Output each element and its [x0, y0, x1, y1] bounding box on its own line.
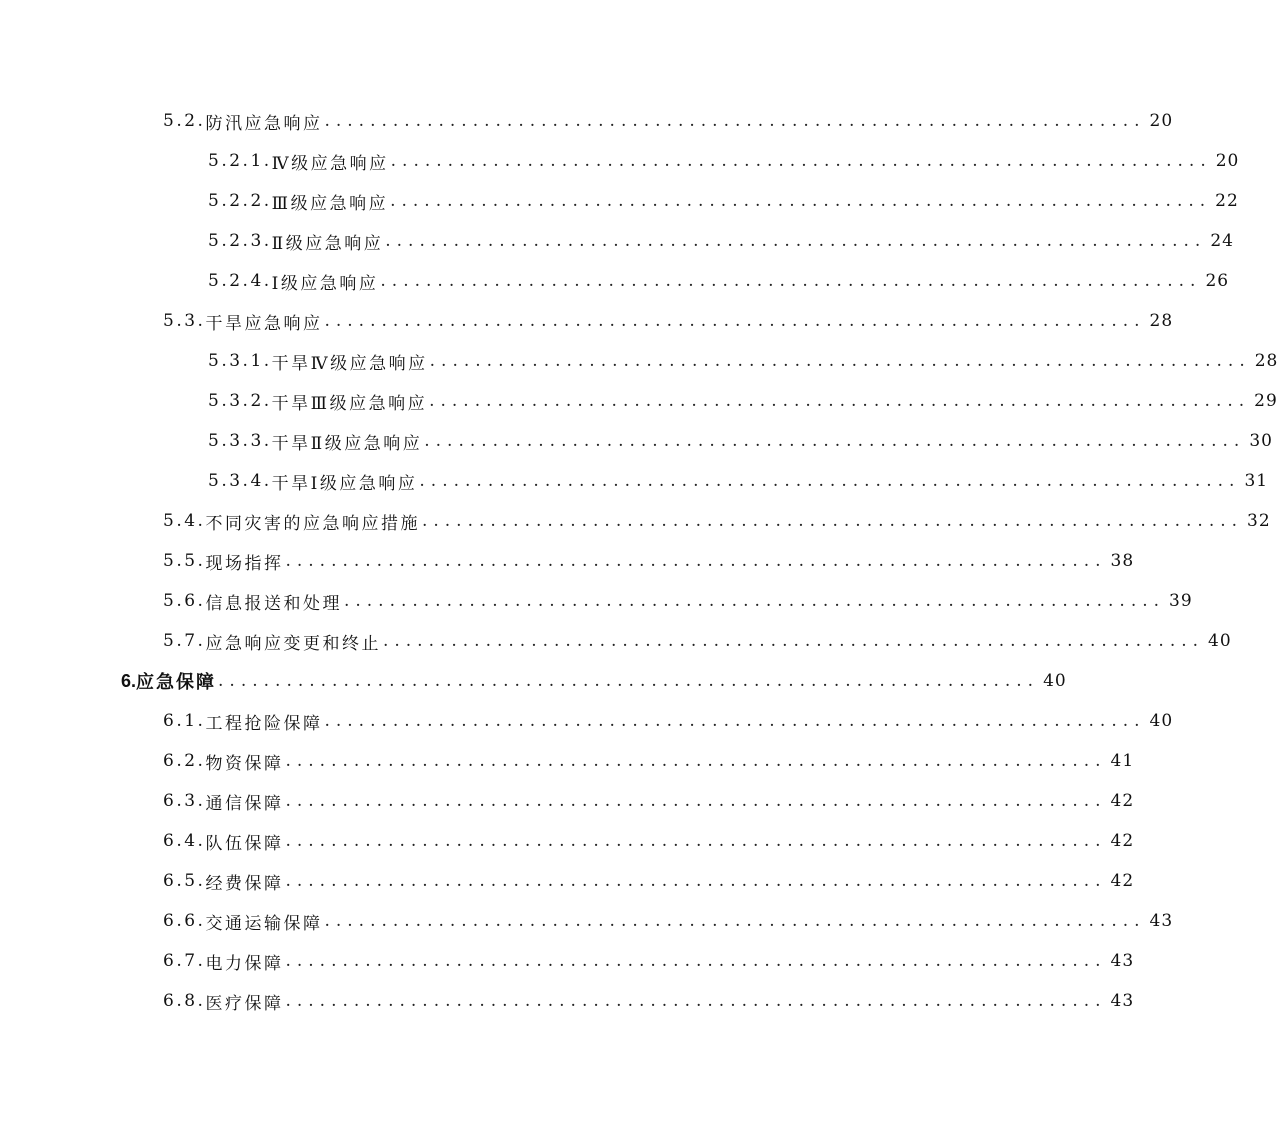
toc-entry-6-3[interactable] — [0, 787, 1135, 815]
toc-leader-dots: ........................................................................ — [324, 911, 1146, 931]
toc-page-number: 43 — [1149, 911, 1174, 931]
toc-number: 6. — [121, 670, 137, 691]
toc-number: 6.2. — [163, 751, 206, 771]
toc-leader-dots: ........................................................................ — [424, 431, 1246, 451]
toc-title: 干旱应急响应 — [205, 313, 323, 334]
toc-entry-5-2[interactable] — [0, 107, 1174, 135]
toc-number: 5.2.3. — [208, 231, 272, 251]
toc-entry-5-2-2[interactable] — [0, 187, 1239, 215]
toc-number: 6.4. — [163, 831, 206, 851]
toc-page-number: 40 — [1208, 631, 1232, 651]
toc-number: 5.2.1. — [208, 151, 272, 171]
toc-title: Ⅲ级应急响应 — [271, 193, 389, 214]
toc-title: 物资保障 — [205, 753, 284, 774]
toc-leader-dots: ........................................................................ — [218, 671, 1040, 691]
toc-leader-dots: ........................................................................ — [285, 831, 1107, 851]
toc-number: 5.3.3. — [208, 431, 272, 451]
toc-entry-5-2-1[interactable] — [0, 147, 1240, 175]
toc-page-number: 29 — [1254, 391, 1278, 411]
toc-page-number: 38 — [1110, 551, 1135, 571]
toc-entry-6-8[interactable] — [0, 987, 1135, 1015]
toc-title: 应急响应变更和终止 — [205, 633, 381, 654]
toc-leader-dots: ........................................................................ — [285, 991, 1107, 1011]
toc-entry-6-4[interactable] — [0, 827, 1135, 855]
toc-leader-dots: ........................................................................ — [390, 191, 1212, 211]
toc-entry-5-6[interactable] — [0, 587, 1193, 615]
toc-leader-dots: ........................................................................ — [285, 751, 1107, 771]
toc-leader-dots: ........................................................................ — [324, 111, 1146, 131]
toc-entry-6-2[interactable] — [0, 747, 1135, 775]
toc-leader-dots: ........................................................................ — [285, 871, 1107, 891]
toc-page-number: 28 — [1254, 351, 1278, 371]
toc-number: 6.7. — [163, 951, 206, 971]
toc-page-number: 41 — [1110, 751, 1135, 771]
toc-page-number: 30 — [1249, 431, 1273, 451]
toc-entry-5-4[interactable] — [0, 507, 1271, 535]
toc-page-number: 42 — [1110, 791, 1135, 811]
toc-page-number: 31 — [1244, 471, 1269, 491]
toc-title: 队伍保障 — [205, 833, 284, 854]
toc-number: 5.3.4. — [208, 471, 272, 491]
toc-title: 经费保障 — [205, 873, 284, 894]
toc-leader-dots: ........................................................................ — [385, 231, 1207, 251]
toc-number: 5.4. — [163, 511, 206, 531]
toc-leader-dots: ........................................................................ — [382, 631, 1205, 651]
toc-title: Ⅰ级应急响应 — [271, 273, 379, 294]
toc-page-number: 42 — [1110, 831, 1135, 851]
toc-entry-5-3-3[interactable] — [0, 427, 1273, 455]
toc-title: 交通运输保障 — [205, 913, 323, 934]
toc-number: 5.3.1. — [208, 351, 272, 371]
toc-page-number: 22 — [1215, 191, 1239, 211]
toc-number: 5.7. — [163, 631, 206, 651]
toc-number: 6.6. — [163, 911, 206, 931]
toc-leader-dots: ........................................................................ — [343, 591, 1166, 611]
toc-title: 干旱Ⅲ级应急响应 — [271, 393, 428, 414]
toc-entry-6-6[interactable] — [0, 907, 1174, 935]
toc-entry-5-7[interactable] — [0, 627, 1232, 655]
toc-number: 5.3.2. — [208, 391, 272, 411]
toc-page-number: 32 — [1247, 511, 1271, 531]
toc-leader-dots: ........................................................................ — [429, 351, 1251, 371]
toc-entry-5-2-4[interactable] — [0, 267, 1230, 295]
toc-leader-dots: ........................................................................ — [285, 791, 1107, 811]
toc-title: 医疗保障 — [205, 993, 284, 1014]
toc-entry-5-3-4[interactable] — [0, 467, 1269, 495]
toc-number: 6.5. — [163, 871, 206, 891]
toc-title: 电力保障 — [205, 953, 284, 974]
toc-title: 不同灾害的应急响应措施 — [205, 513, 420, 534]
toc-entry-5-5[interactable] — [0, 547, 1135, 575]
toc-leader-dots: ........................................................................ — [421, 511, 1244, 531]
toc-number: 5.6. — [163, 591, 206, 611]
toc-entry-5-3-2[interactable] — [0, 387, 1278, 415]
toc-entry-6-7[interactable] — [0, 947, 1135, 975]
toc-leader-dots: ........................................................................ — [380, 271, 1202, 291]
toc-title: Ⅳ级应急响应 — [271, 153, 389, 174]
toc-page-number: 24 — [1210, 231, 1234, 251]
toc-title: 干旱Ⅱ级应急响应 — [271, 433, 423, 454]
toc-title: 干旱Ⅰ级应急响应 — [271, 473, 418, 494]
toc-entry-6-1[interactable] — [0, 707, 1174, 735]
toc-entry-5-3-1[interactable] — [0, 347, 1278, 375]
toc-leader-dots: ........................................................................ — [324, 311, 1146, 331]
toc-title: 现场指挥 — [205, 553, 284, 574]
toc-leader-dots: ........................................................................ — [324, 711, 1146, 731]
toc-leader-dots: ........................................................................ — [419, 471, 1241, 491]
toc-title: 工程抢险保障 — [205, 713, 323, 734]
toc-number: 6.3. — [163, 791, 206, 811]
toc-title: 应急保障 — [136, 672, 217, 693]
toc-number: 6.1. — [163, 711, 206, 731]
toc-title: 通信保障 — [205, 793, 284, 814]
toc-page-number: 42 — [1110, 871, 1135, 891]
toc-entry-5-3[interactable] — [0, 307, 1174, 335]
toc-number: 5.2.4. — [208, 271, 272, 291]
toc-title: 防汛应急响应 — [205, 113, 323, 134]
toc-title: 信息报送和处理 — [205, 593, 342, 614]
toc-number: 5.2.2. — [208, 191, 272, 211]
toc-page-number: 39 — [1169, 591, 1193, 611]
toc-leader-dots: ........................................................................ — [429, 391, 1251, 411]
toc-title: 干旱Ⅳ级应急响应 — [271, 353, 428, 374]
toc-page-number: 28 — [1149, 311, 1174, 331]
toc-page-number: 40 — [1149, 711, 1174, 731]
toc-leader-dots: ........................................................................ — [390, 151, 1212, 171]
toc-page-number: 43 — [1110, 991, 1135, 1011]
toc-entry-6[interactable] — [0, 667, 1067, 695]
toc-page-number: 26 — [1205, 271, 1230, 291]
toc-page-number: 20 — [1149, 111, 1174, 131]
toc-number: 6.8. — [163, 991, 206, 1011]
toc-leader-dots: ........................................................................ — [285, 551, 1107, 571]
toc-number: 5.3. — [163, 311, 206, 331]
toc-page-number: 20 — [1215, 151, 1240, 171]
toc-leader-dots: ........................................................................ — [285, 951, 1107, 971]
toc-page-number: 43 — [1110, 951, 1135, 971]
toc-entry-6-5[interactable] — [0, 867, 1135, 895]
toc-entry-5-2-3[interactable] — [0, 227, 1234, 255]
toc-number: 5.2. — [163, 111, 206, 131]
toc-title: Ⅱ级应急响应 — [271, 233, 384, 254]
toc-number: 5.5. — [163, 551, 206, 571]
toc-page-number: 40 — [1043, 671, 1067, 691]
